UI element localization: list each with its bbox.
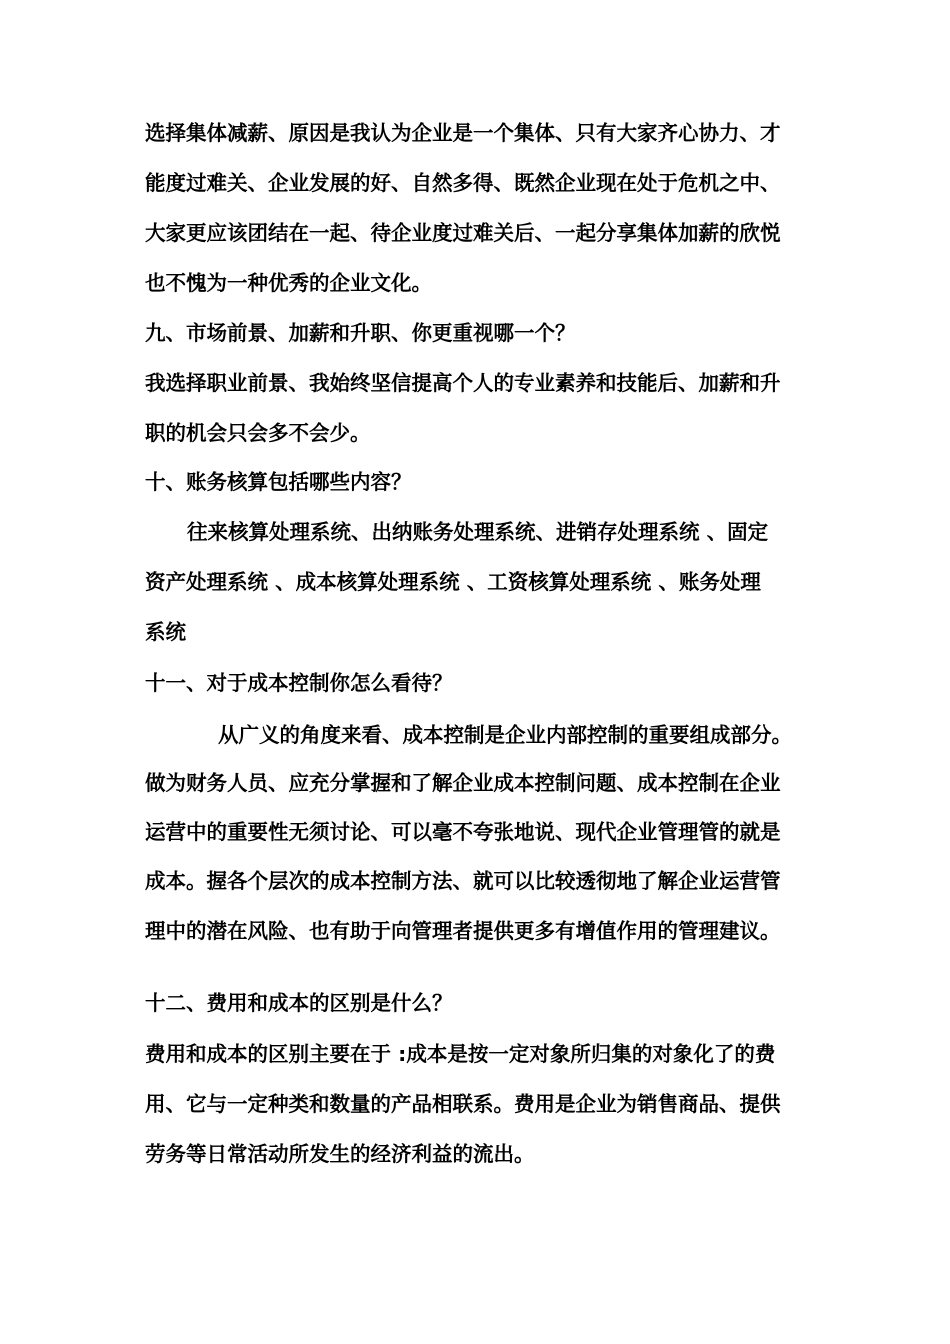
paragraph-line: 往来核算处理系统、出纳账务处理系统、进销存处理系统 、固定 [187, 520, 769, 544]
question-heading-11: 十一、对于成本控制你怎么看待？ [145, 671, 453, 695]
paragraph-line: 用、它与一定种类和数量的产品相联系。费用是企业为销售商品、提供 [145, 1092, 781, 1116]
paragraph-line: 也不愧为一种优秀的企业文化。 [145, 271, 432, 295]
paragraph-line: 费用和成本的区别主要在于 :成本是按一定对象所归集的对象化了的费 [145, 1042, 776, 1066]
paragraph-line: 劳务等日常活动所发生的经济利益的流出。 [145, 1142, 535, 1166]
paragraph-line: 能度过难关、企业发展的好、自然多得、既然企业现在处于危机之中、 [145, 171, 781, 195]
paragraph-line: 从广义的角度来看、成本控制是企业内部控制的重要组成部分。 [218, 723, 792, 747]
paragraph-line: 成本。握各个层次的成本控制方法、就可以比较透彻地了解企业运营管 [145, 869, 781, 893]
paragraph-line: 理中的潜在风险、也有助于向管理者提供更多有增值作用的管理建议。 [145, 919, 781, 943]
paragraph-line: 职的机会只会多不会少。 [145, 421, 371, 445]
paragraph-line: 我选择职业前景、我始终坚信提高个人的专业素养和技能后、加薪和升 [145, 371, 781, 395]
paragraph-line: 大家更应该团结在一起、待企业度过难关后、一起分享集体加薪的欣悦 [145, 221, 781, 245]
paragraph-line: 资产处理系统 、成本核算处理系统 、工资核算处理系统 、账务处理 [145, 570, 761, 594]
question-heading-10: 十、账务核算包括哪些内容？ [145, 470, 412, 494]
question-heading-9: 九、市场前景、加薪和升职、你更重视哪一个？ [145, 321, 576, 345]
paragraph-line: 选择集体减薪、原因是我认为企业是一个集体、只有大家齐心协力、才 [145, 121, 781, 145]
paragraph-line: 运营中的重要性无须讨论、可以毫不夸张地说、现代企业管理管的就是 [145, 820, 781, 844]
paragraph-line: 系统 [145, 620, 186, 644]
question-heading-12: 十二、费用和成本的区别是什么？ [145, 991, 453, 1015]
paragraph-line: 做为财务人员、应充分掌握和了解企业成本控制问题、成本控制在企业 [145, 771, 781, 795]
